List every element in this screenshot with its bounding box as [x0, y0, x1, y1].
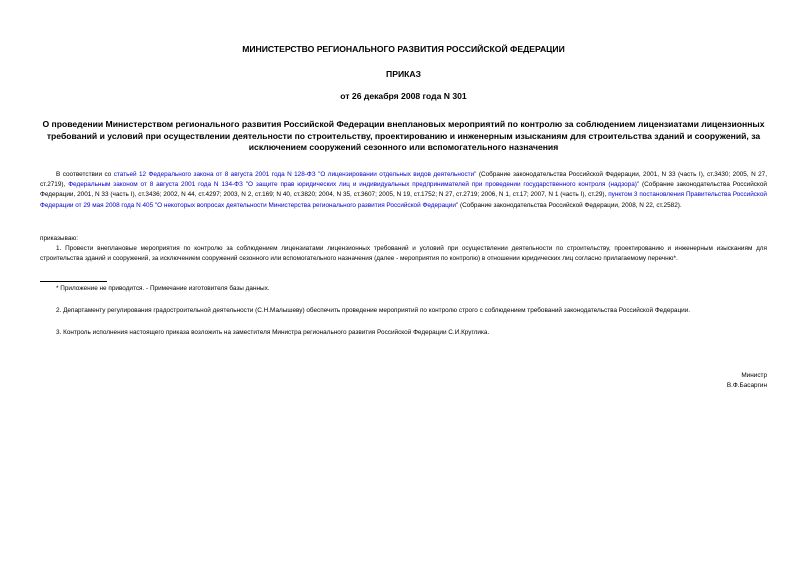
- signatory-position: Министр: [741, 372, 767, 379]
- preamble-text-4: (Собрание законодательства Российской Федерации, 2008, N 22, ст.2582).: [458, 201, 682, 209]
- document-date-number: от 26 декабря 2008 года N 301: [340, 91, 467, 101]
- preamble-text-3: (Собрание законодательства Российской Федерации, 2001, N 33 (часть I), ст.3436; 2002, N 44, ст.4297; 2003, N 2, ст.169; N 40, ст.3820; 2004, N 35, ст.3607; 2005, N 19, ст.1752; N 27, ст.2719; 2006, N 1, ст.17; 2007, N 1 (часть I), ст.29),: [40, 181, 767, 199]
- preamble-paragraph: [40, 170, 767, 211]
- preamble-text-1: В соответствии со: [56, 171, 114, 178]
- document-type: ПРИКАЗ: [386, 69, 421, 79]
- ministry-name: МИНИСТЕРСТВО РЕГИОНАЛЬНОГО РАЗВИТИЯ РОССИЙСКОЙ ФЕДЕРАЦИИ: [242, 44, 565, 54]
- law-128-link[interactable]: статьей 12 Федерального закона от 8 августа 2001 года N 128-ФЗ "О лицензировании отдельных видов деятельности": [113, 171, 477, 178]
- clause-1: 1. Провести внеплановые мероприятия по контролю за соблюдением лицензиатами лицензионных требований и условий при осуществлении деятельности по строительству, проектированию и инженерным изысканиям для строительства зданий и сооружений, за исключением сооружений сезонного или вспомогательного назначения (далее - мероприятия по контролю) в отношении юридических лиц согласно прилагаемому перечню*.: [40, 245, 767, 263]
- preamble-text-2: (Собрание законодательства Российской Федерации, 2001, N 33 (часть I), ст.3430; 2005, N 27, ст.2719),: [40, 171, 767, 189]
- footnote-separator: [40, 281, 107, 282]
- document-title: О проведении Министерством регионального развития Российской Федерации внеплановых мероприятий по контролю за соблюдением лицензиатами лицензионных требований и условий при осуществлении деятельности по строительству, проектированию и инженерным изысканиям для строительства зданий и сооружений, за исключением сооружений сезонного или вспомогательного назначения: [42, 119, 765, 152]
- signatory-name: В.Ф.Басаргин: [726, 382, 767, 389]
- law-134-link[interactable]: Федеральным законом от 8 августа 2001 года N 134-ФЗ "О защите прав юридических лиц и индивидуальных предпринимателей при проведении государственного контроля (надзора)": [68, 181, 640, 189]
- resolution-405-link[interactable]: пунктом 3 постановления Правительства Российской Федерации от 29 мая 2008 года N 405 "О некоторых вопросах деятельности Министерства регионального развития Российской Федерации": [40, 191, 767, 209]
- clause-3: 3. Контроль исполнения настоящего приказа возложить на заместителя Министра регионального развития Российской Федерации С.И.Круглика.: [56, 329, 490, 336]
- order-verb: приказываю:: [40, 235, 78, 242]
- footnote: * Приложение не приводится. - Примечание изготовителя базы данных.: [56, 285, 270, 292]
- clause-2: 2. Департаменту регулирования градостроительной деятельности (С.Н.Малышеву) обеспечить проведение мероприятий по контролю строго с соблюдением требований законодательства Российской Федерации.: [56, 307, 691, 314]
